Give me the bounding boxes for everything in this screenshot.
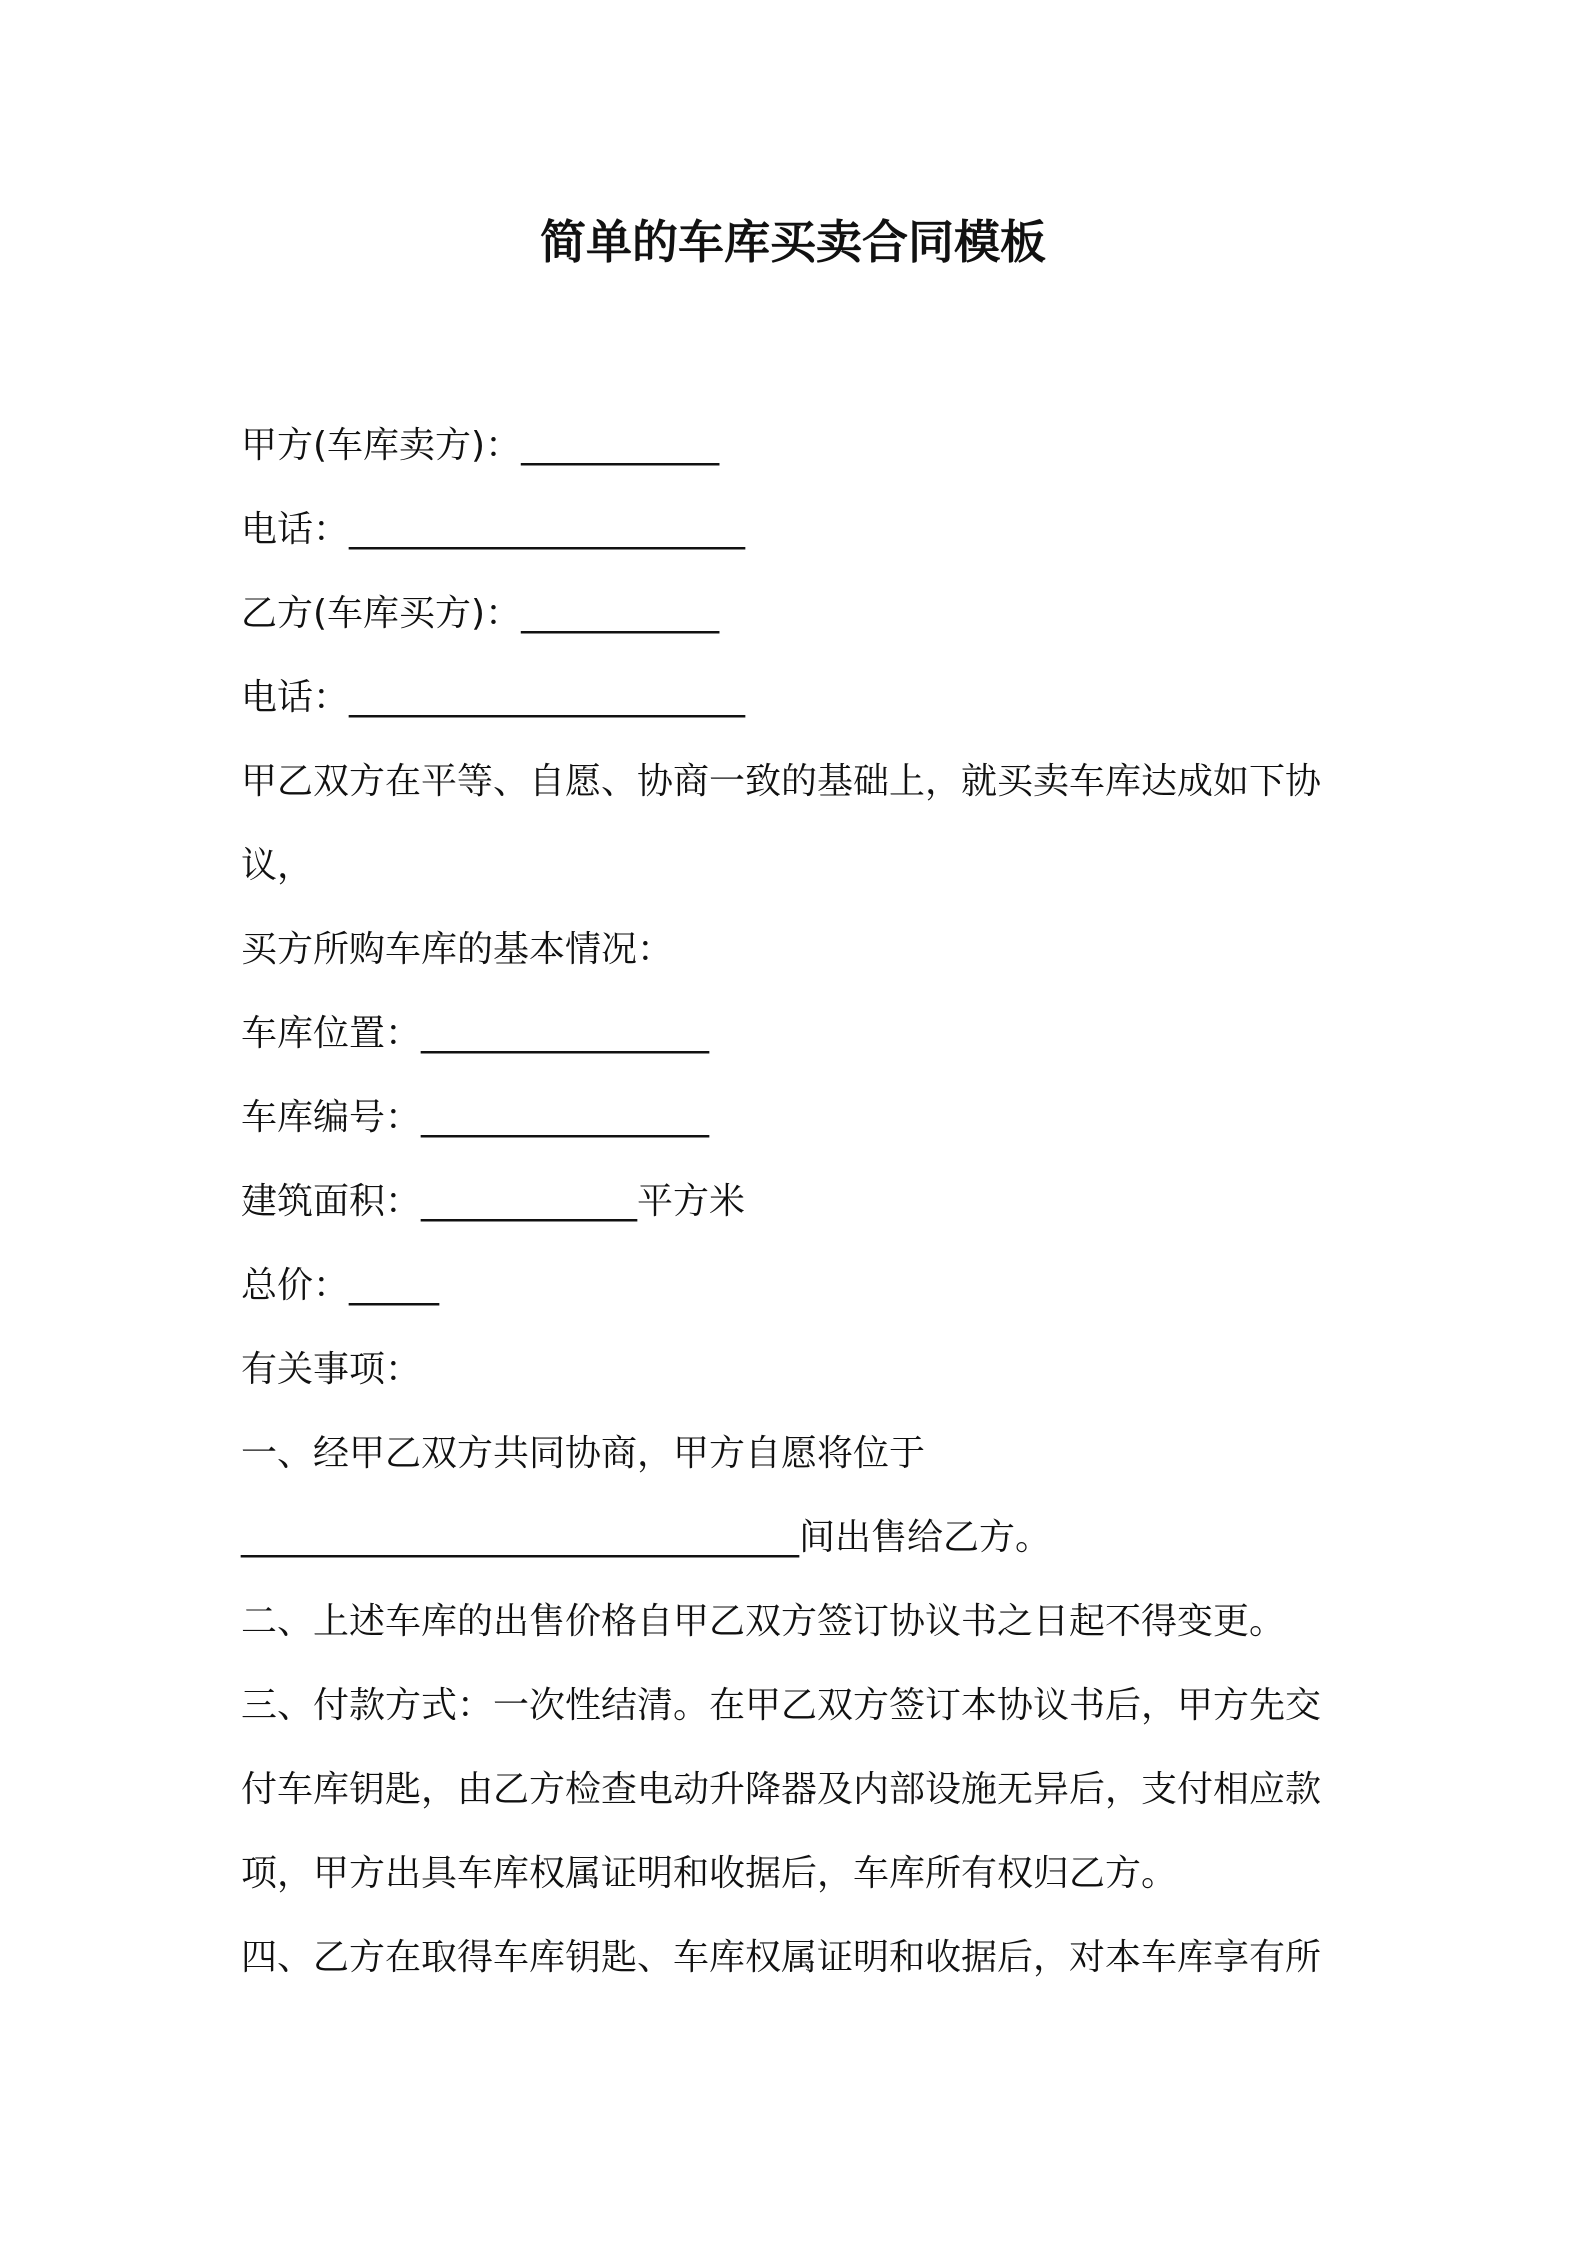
clause-3-line-2: 付车库钥匙，由乙方检查电动升降器及内部设施无异后，支付相应款 bbox=[241, 1769, 1322, 1810]
buyer-phone-line: 电话：______________________ bbox=[241, 677, 746, 718]
clause-4-line-1: 四、乙方在取得车库钥匙、车库权属证明和收据后，对本车库享有所 bbox=[241, 1937, 1322, 1978]
total-price-line: 总价：_____ bbox=[241, 1265, 440, 1306]
related-matters-heading: 有关事项： bbox=[241, 1349, 422, 1390]
garage-number-line: 车库编号：________________ bbox=[241, 1097, 710, 1138]
document-title: 简单的车库买卖合同模板 bbox=[540, 215, 1046, 269]
preamble-line-1: 甲乙双方在平等、自愿、协商一致的基础上，就买卖车库达成如下协 bbox=[241, 761, 1322, 802]
seller-phone-line: 电话：______________________ bbox=[241, 509, 746, 550]
buyer-party-line: 乙方(车库买方)：___________ bbox=[241, 593, 720, 634]
clause-1-line-2: _______________________________间出售给乙方。 bbox=[241, 1517, 1052, 1558]
clause-3-line-3: 项，甲方出具车库权属证明和收据后，车库所有权归乙方。 bbox=[241, 1853, 1178, 1894]
seller-party-line: 甲方(车库卖方)：___________ bbox=[241, 425, 720, 466]
garage-info-heading: 买方所购车库的基本情况： bbox=[241, 929, 674, 970]
clause-2-line: 二、上述车库的出售价格自甲乙双方签订协议书之日起不得变更。 bbox=[241, 1601, 1286, 1642]
floor-area-line: 建筑面积：____________平方米 bbox=[241, 1181, 746, 1222]
garage-location-line: 车库位置：________________ bbox=[241, 1013, 710, 1054]
document-body bbox=[241, 404, 1361, 2000]
clause-1-line-1: 一、经甲乙双方共同协商，甲方自愿将位于 bbox=[241, 1433, 926, 1474]
preamble-line-2: 议， bbox=[241, 845, 314, 886]
clause-3-line-1: 三、付款方式：一次性结清。在甲乙双方签订本协议书后，甲方先交 bbox=[241, 1685, 1322, 1726]
